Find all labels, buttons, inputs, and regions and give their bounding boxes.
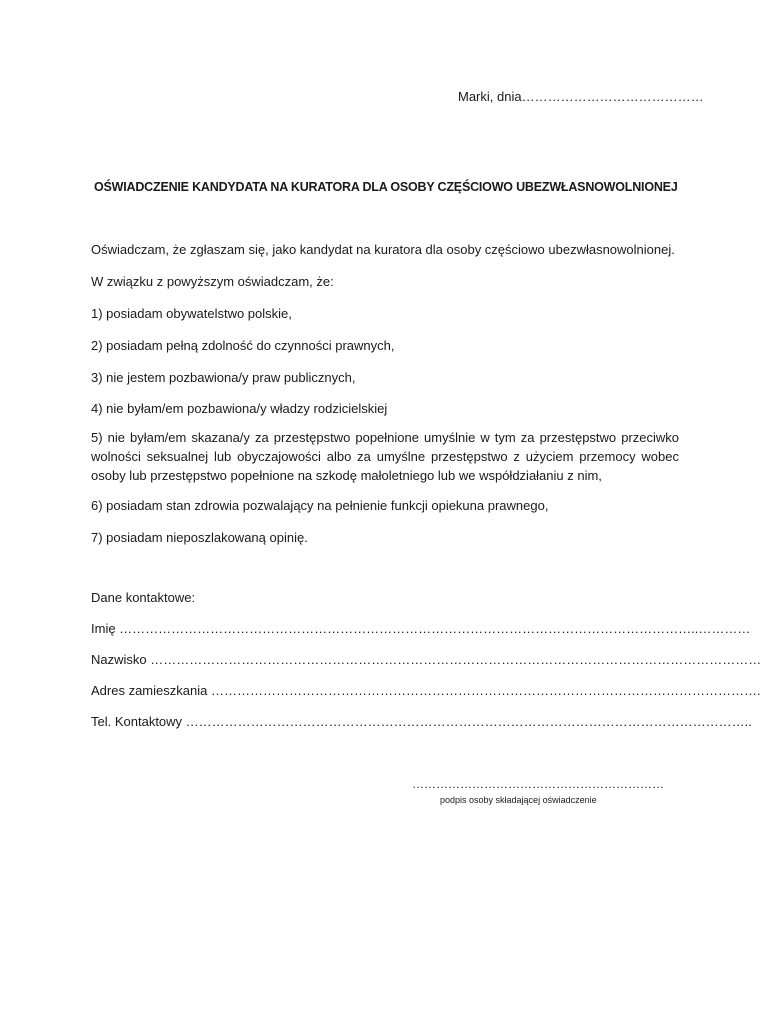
place-date-line: Marki, dnia……………………………………	[458, 89, 704, 104]
document-title: OŚWIADCZENIE KANDYDATA NA KURATORA DLA OSOBY CZĘŚCIOWO UBEZWŁASNOWOLNIONEJ	[94, 180, 678, 194]
signature-line: ………………………………………………………	[412, 777, 664, 791]
phone-field: Tel. Kontaktowy …………………………………………………………………………………………………………………..	[91, 714, 752, 729]
contact-heading: Dane kontaktowe:	[91, 590, 196, 605]
lead-paragraph: W związku z powyższym oświadczam, że:	[91, 274, 334, 289]
signature-caption: podpis osoby składającej oświadczenie	[440, 795, 597, 805]
declaration-item-6: 6) posiadam stan zdrowia pozwalający na pełnienie funkcji opiekuna prawnego,	[91, 498, 549, 513]
declaration-item-1: 1) posiadam obywatelstwo polskie,	[91, 306, 292, 321]
declaration-item-5: 5) nie byłam/em skazana/y za przestępstwo popełnione umyślnie w tym za przestępstwo przeciwko wolności seksualnej lub obyczajowości albo za umyślne przestępstwo z użyciem przemocy wobec osoby lub przestępstwo popełnione na szkodę małoletniego lub we współdziałaniu z nim,	[91, 430, 679, 483]
declaration-item-3: 3) nie jestem pozbawiona/y praw publicznych,	[91, 370, 356, 385]
last-name-field: Nazwisko ……………………………………………………………………………………………………………………………	[91, 652, 762, 667]
intro-paragraph: Oświadczam, że zgłaszam się, jako kandydat na kuratora dla osoby częściowo ubezwłasnowolnionej.	[91, 242, 675, 257]
first-name-field: Imię ……………………………………………………………………………………………………………………..…………	[91, 621, 751, 636]
declaration-item-4: 4) nie byłam/em pozbawiona/y władzy rodzicielskiej	[91, 401, 388, 416]
address-field: Adres zamieszkania ……………………………………………………………………………………………………………….	[91, 683, 761, 698]
declaration-item-2: 2) posiadam pełną zdolność do czynności prawnych,	[91, 338, 395, 353]
declaration-item-7: 7) posiadam nieposzlakowaną opinię.	[91, 530, 308, 545]
